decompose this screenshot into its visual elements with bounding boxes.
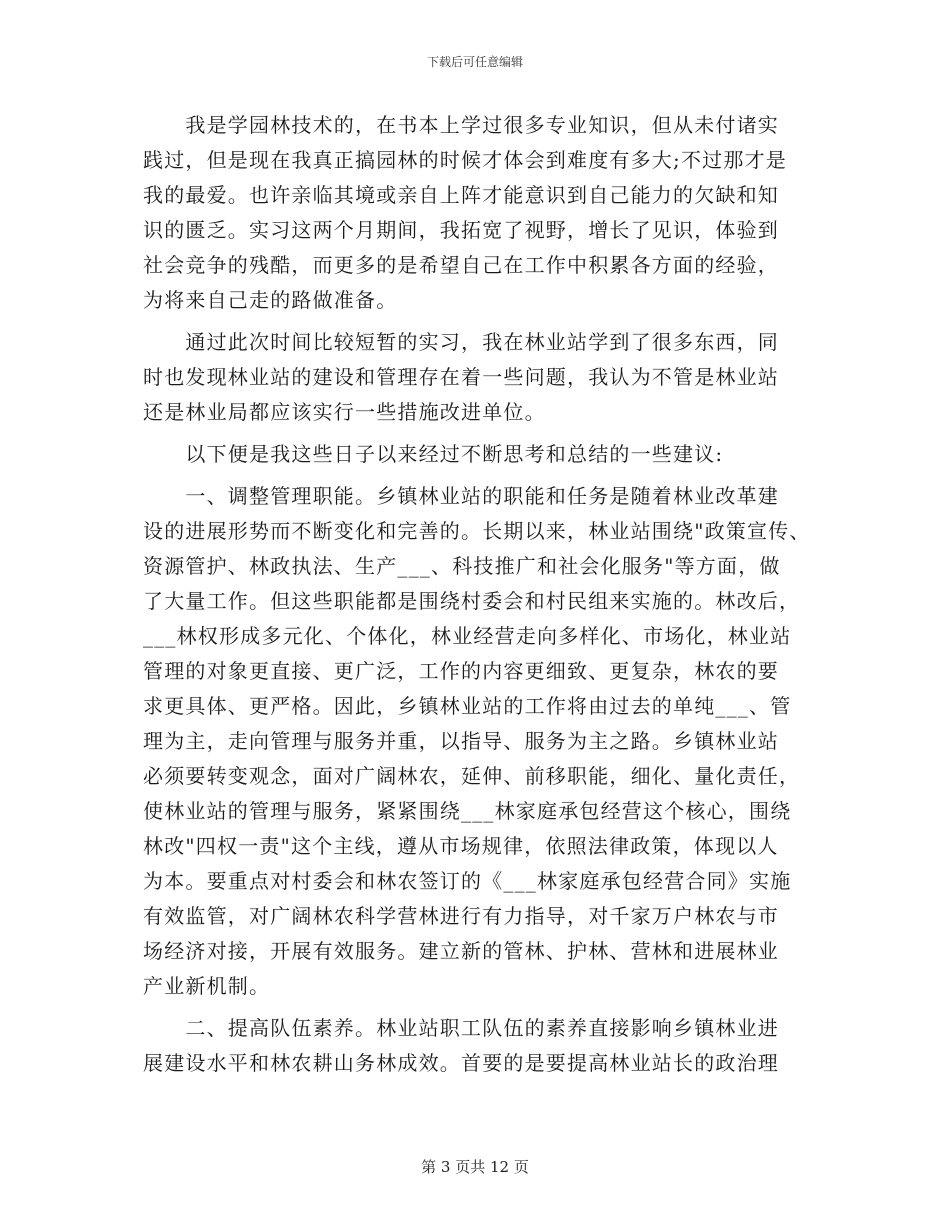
text-line: 时也发现林业站的建设和管理存在着一些问题，我认为不管是林业站	[143, 365, 779, 389]
text-line: ___林权形成多元化、个体化，林业经营走向多样化、市场化，林业站	[143, 624, 792, 648]
text-line: 通过此次时间比较短暂的实习，我在林业站学到了很多东西，同	[143, 330, 779, 354]
text-line: 必须要转变观念，面对广阔林农，延伸、前移职能，细化、量化责任，	[143, 764, 801, 788]
paragraph	[143, 437, 823, 472]
text-line: 理为主，走向管理与服务并重，以指导、服务为主之路。乡镇林业站	[143, 729, 779, 753]
text-line: 以下便是我这些日子以来经过不断思考和总结的一些建议:	[143, 442, 724, 466]
text-line: 我的最爱。也许亲临其境或亲自上阵才能意识到自己能力的欠缺和知	[143, 183, 779, 207]
paragraph	[143, 325, 823, 430]
text-line: 场经济对接，开展有效服务。建立新的管林、护林、营林和进展林业	[143, 939, 779, 963]
text-line: 林改"四权一责"这个主线，遵从市场规律，依照法律政策，体现以人	[143, 834, 779, 858]
page-header-note: 下载后可任意编辑	[426, 55, 523, 69]
text-line: 践过，但是现在我真正搞园林的时候才体会到难度有多大;不过那才是	[143, 148, 787, 172]
page-footer-number: 第 3 页共 12 页	[421, 1158, 529, 1176]
paragraph-gap	[143, 318, 823, 325]
text-line: 有效监管，对广阔林农科学营林进行有力指导，对千家万户林农与市	[143, 904, 779, 928]
text-line: 为本。要重点对村委会和林农签订的《___林家庭承包经营合同》实施	[143, 869, 792, 893]
paragraph-gap	[143, 1004, 823, 1011]
text-line: 使林业站的管理与服务，紧紧围绕___林家庭承包经营这个核心，围绕	[143, 799, 792, 823]
text-line: 资源管护、林政执法、生产___、科技推广和社会化服务"等方面，做	[143, 554, 781, 578]
paragraph-gap	[143, 472, 823, 479]
text-line: 了大量工作。但这些职能都是围绕村委会和村民组来实施的。林改后，	[143, 589, 801, 613]
text-line: 管理的对象更直接、更广泛，工作的内容更细致、更复杂，林农的要	[143, 659, 779, 683]
text-line: 一、调整管理职能。乡镇林业站的职能和任务是随着林业改革建	[143, 484, 779, 508]
paragraph-gap	[143, 430, 823, 437]
text-line: 还是林业局都应该实行一些措施改进单位。	[143, 400, 546, 424]
text-line: 社会竞争的残酷，而更多的是希望自己在工作中积累各方面的经验，	[143, 253, 779, 277]
text-line: 我是学园林技术的，在书本上学过很多专业知识，但从未付诸实	[143, 113, 779, 137]
document-body	[143, 108, 823, 1081]
text-line: 二、提高队伍素养。林业站职工队伍的素养直接影响乡镇林业进	[143, 1016, 779, 1040]
paragraph	[143, 108, 823, 318]
text-line: 识的匮乏。实习这两个月期间，我拓宽了视野，增长了见识，体验到	[143, 218, 779, 242]
text-line: 产业新机制。	[143, 974, 271, 998]
text-line: 求更具体、更严格。因此，乡镇林业站的工作将由过去的单纯___、管	[143, 694, 792, 718]
text-line: 为将来自己走的路做准备。	[143, 288, 398, 312]
paragraph	[143, 479, 823, 1004]
paragraph	[143, 1011, 823, 1081]
text-line: 展建设水平和林农耕山务林成效。首要的是要提高林业站长的政治理	[143, 1051, 779, 1075]
text-line: 设的进展形势而不断变化和完善的。长期以来，林业站围绕"政策宣传、	[143, 519, 811, 543]
